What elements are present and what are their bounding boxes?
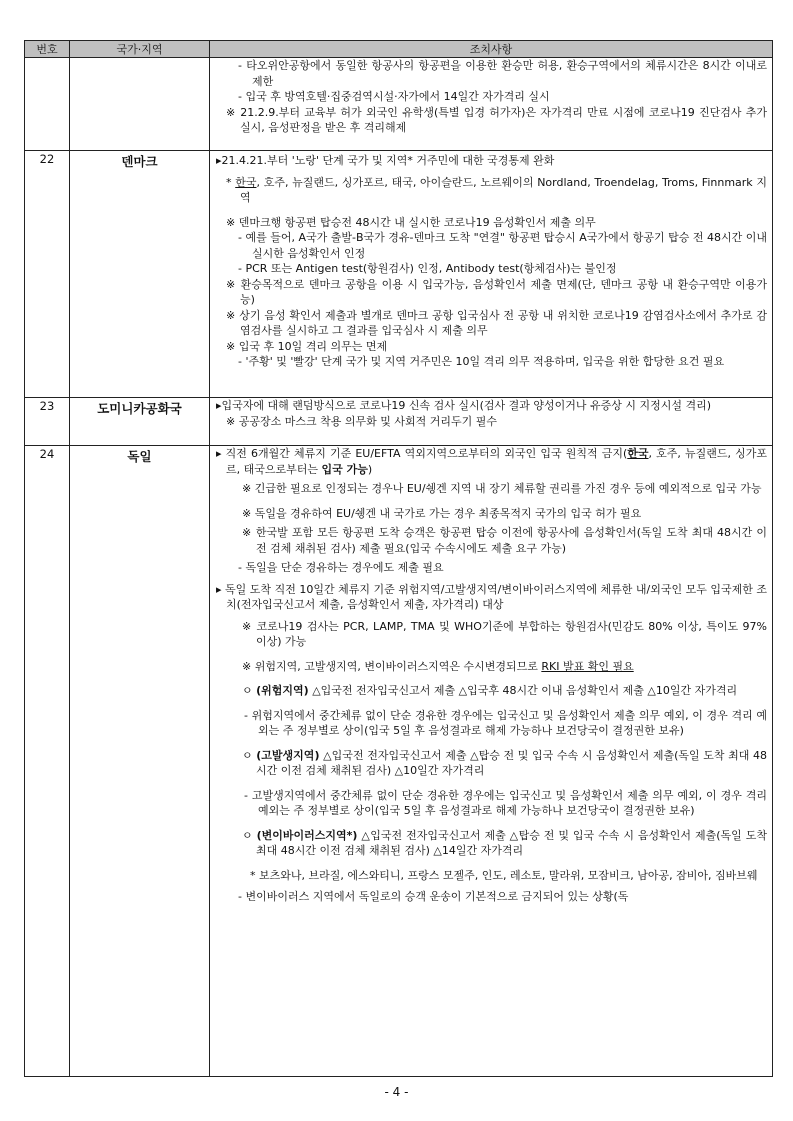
measure-line xyxy=(216,683,767,699)
measure-line xyxy=(216,446,767,477)
text: , 호주, 뉴질랜드, 싱가포르, 태국, 아이슬란드, 노르웨이의 Nordland, Troendelag, Troms, Finnmark 지역 xyxy=(240,175,767,204)
table-row xyxy=(25,398,773,446)
row-number: 22 xyxy=(25,151,70,398)
measure-line: - 입국 후 방역호텔·집중검역시설·자가에서 14일간 자가격리 실시 xyxy=(238,90,550,103)
cell-measures xyxy=(210,58,773,151)
text: ▸ 직전 6개월간 체류지 기준 EU/EFTA 역외지역으로부터의 외국인 입국 원칙적 금지( xyxy=(216,447,628,460)
country-name: 덴마크 xyxy=(70,151,210,398)
underlined-korea: 한국 xyxy=(235,175,257,189)
table-row xyxy=(25,151,773,398)
country-name: 도미니카공화국 xyxy=(70,398,210,446)
measure-line: ▸21.4.21.부터 '노랑' 단계 국가 및 지역* 거주민에 대한 국경통제 완화 xyxy=(216,154,555,167)
text: ) xyxy=(367,462,373,476)
measure-line: ※ 환승목적으로 덴마크 공항을 이용 시 입국가능, 음성확인서 제출 면제(단, 덴마크 공항 내 환승구역만 이용가능) xyxy=(226,277,767,306)
measure-line: - 위험지역에서 중간체류 없이 단순 경유한 경우에는 입국신고 및 음성확인서 제출 의무 예외, 이 경우 격리 예외는 주 정부별로 상이(입국 5일 후 음성결과로 해제 가능하나 보건당국이 결정권한 보유) xyxy=(244,708,767,737)
circle-bullet: ㅇ xyxy=(242,748,253,762)
measure-line xyxy=(216,659,767,675)
cell-country-empty xyxy=(70,58,210,151)
bold-entry-allowed: 입국 가능 xyxy=(321,462,368,476)
measure-line: - 타오위안공항에서 동일한 항공사의 항공편을 이용한 환승만 허용, 환승구역에서의 체류시간은 8시간 이내로 제한 xyxy=(238,59,767,88)
measure-line: - 독일을 단순 경유하는 경우에도 제출 필요 xyxy=(238,561,444,574)
table-row-continued xyxy=(25,58,773,151)
measure-line: - '주황' 및 '빨강' 단계 국가 및 지역 거주민은 10일 격리 의무 적용하며, 입국을 위한 합당한 요건 필요 xyxy=(238,355,725,368)
cell-no-empty xyxy=(25,58,70,151)
measure-line: - 변이바이러스 지역에서 독일로의 승객 운송이 기본적으로 금지되어 있는 상황(독 xyxy=(238,890,629,903)
measure-line: - 고발생지역에서 중간체류 없이 단순 경유한 경우에는 입국신고 및 음성확인서 제출 의무 예외, 이 경우 격리 예외는 주 정부별로 상이(입국 5일 후 음성결과로 해제 가능하나 보건당국이 결정권한 보유) xyxy=(244,788,767,817)
measure-line: ※ 긴급한 필요로 인정되는 경우나 EU/쉥겐 지역 내 장기 체류할 권리를 가진 경우 등에 예외적으로 입국 가능 xyxy=(242,482,762,495)
table-row xyxy=(25,446,773,1077)
measure-line: - PCR 또는 Antigen test(항원검사) 인정, Antibody test(항체검사)는 불인정 xyxy=(238,262,617,275)
measure-line: ▸입국자에 대해 랜덤방식으로 코로나19 신속 검사 실시(검사 결과 양성이거나 유증상 시 지정시설 격리) xyxy=(216,399,712,412)
measure-line: ※ 입국 후 10일 격리 의무는 면제 xyxy=(226,339,388,353)
measure-line: ※ 공공장소 마스크 착용 의무화 및 사회적 거리두기 필수 xyxy=(226,414,497,428)
measures-table xyxy=(24,40,773,1077)
circle-bullet: ㅇ xyxy=(242,684,253,697)
measure-line: ※ 상기 음성 확인서 제출과 별개로 덴마크 공항 입국심사 전 공항 내 위치한 코로나19 감염검사소에서 추가로 감염검사를 실시하고 그 결과를 입국심사 시 제출 의무 xyxy=(226,308,767,337)
measure-line: ※ 독일을 경유하여 EU/쉥겐 내 국가로 가는 경우 최종목적지 국가의 입국 허가 필요 xyxy=(242,506,642,520)
measure-line: ※ 코로나19 검사는 PCR, LAMP, TMA 및 WHO기준에 부합하는 항원검사(민감도 80% 이상, 특이도 97% 이상) 가능 xyxy=(242,619,767,648)
text: △입국전 전자입국신고서 제출 △탑승 전 및 입국 수속 시 음성확인서 제출(독일 도착 최대 48시간 이전 검체 채취된 검사) △14일간 자가격리 xyxy=(256,828,767,857)
underlined-rki: RKI 발표 확인 필요 xyxy=(541,659,634,673)
cell-measures xyxy=(210,151,773,398)
header-country: 국가·지역 xyxy=(70,41,210,58)
underlined-korea: 한국 xyxy=(627,447,649,460)
measure-line xyxy=(216,748,767,779)
measure-line xyxy=(216,828,767,859)
table-header-row xyxy=(25,41,773,58)
asterisk: * xyxy=(226,175,236,189)
measure-line: * 보츠와나, 브라질, 에스와티니, 프랑스 모젤주, 인도, 레소토, 말라위, 모잠비크, 남아공, 잠비아, 짐바브웨 xyxy=(250,868,758,882)
bold-label: (고발생지역) xyxy=(256,748,320,762)
circle-bullet: ㅇ xyxy=(242,828,253,842)
row-number: 23 xyxy=(25,398,70,446)
measure-line: ※ 한국발 포함 모든 항공편 도착 승객은 항공편 탑승 이전에 항공사에 음성확인서(독일 도착 최대 48시간 이전 검체 채취된 검사) 제출 필요(입국 수속시에도 제출 요구 가능) xyxy=(242,526,767,555)
page-number: - 4 - xyxy=(384,1085,409,1099)
header-measures: 조치사항 xyxy=(210,41,773,58)
text: △입국전 전자입국신고서 제출 △탑승 전 및 입국 수속 시 음성확인서 제출(독일 도착 최대 48시간 이전 검체 채취된 검사) △10일간 자가격리 xyxy=(256,748,767,777)
text: △입국전 전자입국신고서 제출 △입국후 48시간 이내 음성확인서 제출 △10일간 자가격리 xyxy=(308,684,738,697)
bold-label: (위험지역) xyxy=(256,684,309,697)
measure-line: ※ 덴마크행 항공편 탑승전 48시간 내 실시한 코로나19 음성확인서 제출 의무 xyxy=(226,215,596,229)
text: ※ 위험지역, 고발생지역, 변이바이러스지역은 수시변경되므로 xyxy=(242,659,542,673)
measure-line: ※ 21.2.9.부터 교육부 허가 외국인 유학생(특별 입경 허가자)은 자가격리 만료 시점에 코로나19 진단검사 추가 실시, 음성판정을 받은 후 격리해제 xyxy=(226,105,767,134)
cell-measures xyxy=(210,398,773,446)
bold-label: (변이바이러스지역*) xyxy=(256,828,358,842)
measure-line xyxy=(216,175,767,206)
header-no: 번호 xyxy=(25,41,70,58)
measure-line: ▸ 독일 도착 직전 10일간 체류지 기준 위험지역/고발생지역/변이바이러스지역에 체류한 내/외국인 모두 입국제한 조치(전자입국신고서 제출, 음성확인서 제출, 자가격리) 대상 xyxy=(216,582,767,611)
measure-line: - 예를 들어, A국가 출발-B국가 경유-덴마크 도착 "연결" 항공편 탑승시 A국가에서 항공기 탑승 전 48시간 이내 실시한 음성확인서 인정 xyxy=(238,231,767,260)
row-number: 24 xyxy=(25,446,70,1077)
text: , 호주, 뉴질랜드, 싱가포르, 태국으로부터는 xyxy=(226,447,767,476)
cell-measures xyxy=(210,446,773,1077)
country-name: 독일 xyxy=(70,446,210,1077)
